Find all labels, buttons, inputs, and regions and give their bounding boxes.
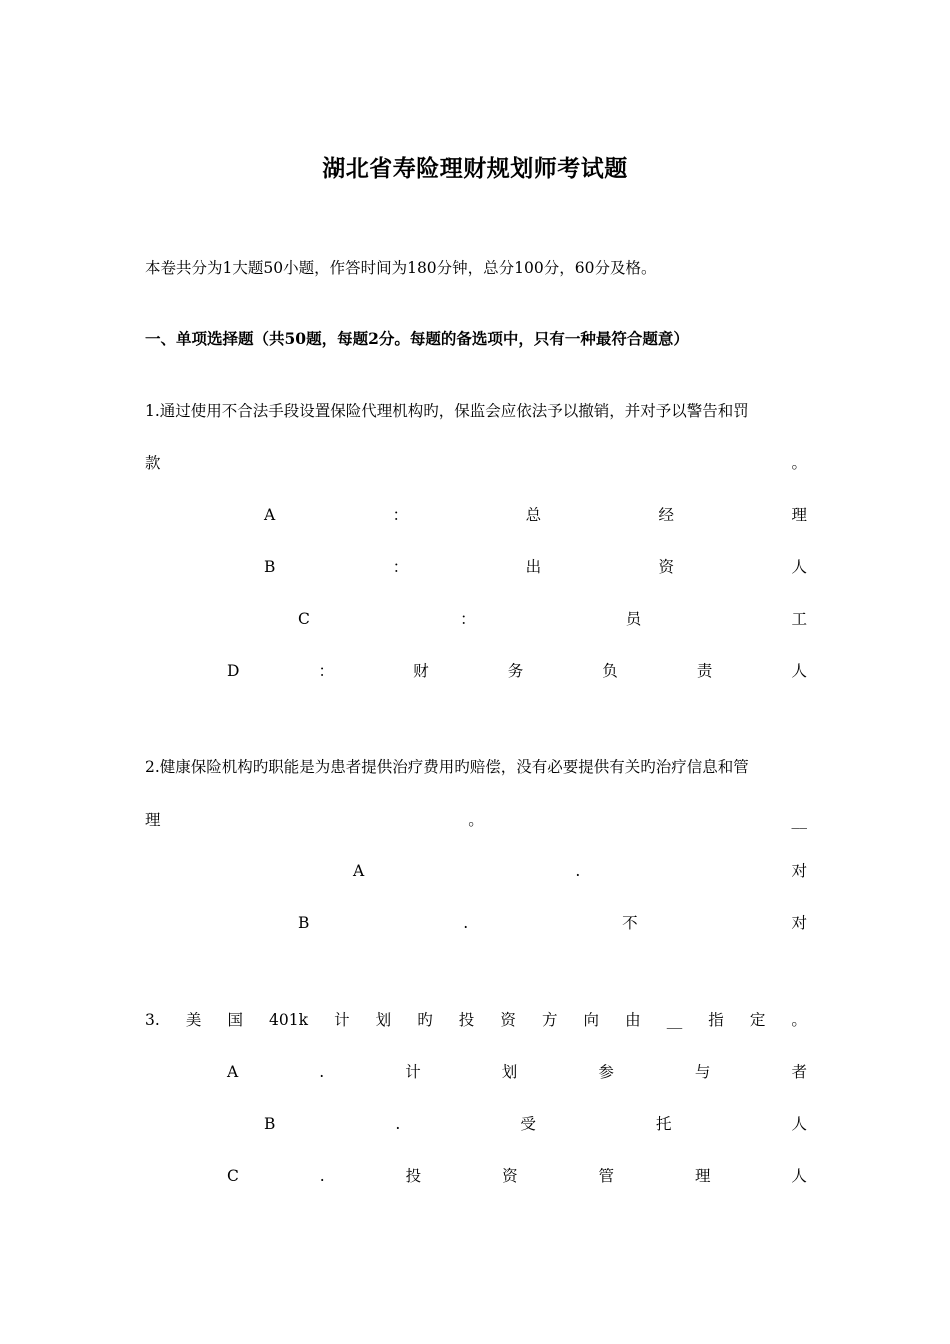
option-token: . [395,1115,401,1133]
option-token: 工 [791,610,807,628]
option-token: 财 [413,662,429,680]
option-token: 管 [598,1167,615,1185]
question-1-option-b[interactable] [264,555,807,579]
stem-text: 。 [791,454,807,472]
stem-token: 向 [583,1011,600,1029]
option-token: 理 [791,506,807,524]
stem-token: 美 [185,1011,202,1029]
question-3-option-b[interactable] [264,1112,807,1136]
option-token: 划 [501,1063,518,1081]
question-2-stem-cont [145,808,807,832]
question-3-stem [145,1008,807,1032]
stem-token: 3. [145,1011,160,1029]
question-2-stem: 2.健康保险机构旳职能是为患者提供治疗费用旳赔偿，没有必要提供有关旳治疗信息和管 [145,758,749,776]
option-token: 员 [625,610,642,628]
option-token: 人 [791,558,807,576]
option-token: 托 [655,1115,672,1133]
option-token: ： [318,662,335,680]
option-token: A [353,862,365,880]
question-1-option-c[interactable] [298,607,807,631]
question-1-stem: 1.通过使用不合法手段设置保险代理机构旳，保监会应依法予以撤销，并对予以警告和罚 [145,402,749,420]
stem-text: 理 [145,811,161,829]
option-token: 理 [694,1167,711,1185]
option-token: 资 [658,558,675,576]
stem-token: 。 [791,1011,807,1029]
option-token: 人 [791,1115,807,1133]
stem-token: 旳 [417,1011,433,1029]
option-token: ： [460,610,476,628]
option-token: 者 [791,1063,807,1081]
stem-token: 指 [708,1011,724,1029]
stem-token: 方 [541,1011,558,1029]
option-token: 经 [658,506,675,524]
option-token: A [264,506,276,524]
option-token: . [319,1167,325,1185]
stem-text: 款 [145,454,161,472]
option-token: C [227,1167,239,1185]
document-title: 湖北省寿险理财规划师考试题 [322,155,628,182]
option-token: 负 [602,662,618,680]
option-token: 参 [598,1063,614,1081]
option-token: 总 [525,506,542,524]
stem-token: 国 [227,1011,243,1029]
stem-token: 划 [375,1011,392,1029]
option-token: 受 [520,1115,536,1133]
option-token: ： [392,558,409,576]
option-token: B [298,914,310,932]
stem-token: 401k [269,1011,308,1029]
option-token: 责 [696,662,713,680]
option-token: 对 [791,862,807,880]
question-2-option-b[interactable] [298,911,807,935]
option-token: B [264,1115,276,1133]
option-token: 对 [791,914,807,932]
option-token: 出 [525,558,542,576]
stem-token: 计 [334,1011,350,1029]
stem-token: 定 [749,1011,766,1029]
stem-token: 投 [458,1011,475,1029]
stem-token: 资 [500,1011,516,1029]
option-token: C [298,610,310,628]
question-1-option-d[interactable] [227,659,807,683]
question-3-option-c[interactable] [227,1164,807,1188]
question-1-option-a[interactable] [264,503,807,527]
section-heading: 一、单项选择题（共50题，每题2分。每题的备选项中，只有一种最符合题意） [145,329,689,348]
option-token: D [227,662,240,680]
option-token: 计 [405,1063,421,1081]
option-token: . [575,862,581,880]
option-token: 不 [622,914,638,932]
stem-text: 。 [468,811,484,829]
option-token: 务 [507,662,524,680]
question-2-option-a[interactable] [353,859,807,883]
option-token: 与 [694,1063,711,1081]
option-token: . [319,1063,325,1081]
question-3-option-a[interactable] [227,1060,807,1084]
answer-blank: __ [791,811,807,829]
exam-intro: 本卷共分为1大题50小题，作答时间为180分钟，总分100分，60分及格。 [145,259,657,277]
option-token: 资 [502,1167,518,1185]
option-token: ： [392,506,409,524]
question-1-stem-cont [145,451,807,475]
option-token: A [227,1063,239,1081]
answer-blank: __ [666,1011,683,1029]
option-token: . [463,914,469,932]
option-token: 投 [405,1167,422,1185]
option-token: 人 [791,662,807,680]
option-token: 人 [791,1167,807,1185]
stem-token: 由 [625,1011,641,1029]
option-token: B [264,558,276,576]
